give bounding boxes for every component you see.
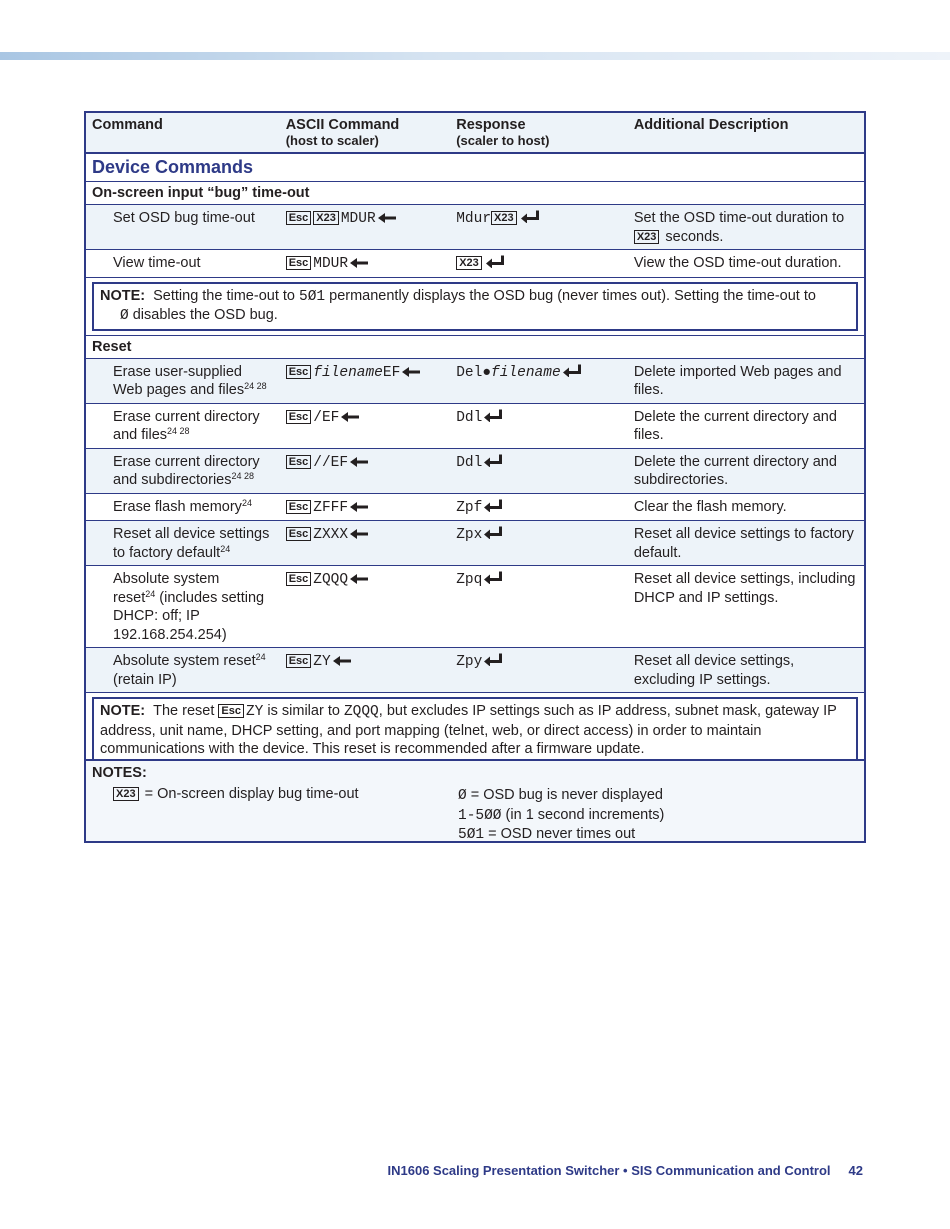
command-label: Absolute system reset$^{24}$ (retain IP): [85, 648, 280, 693]
table-row: [85, 358, 865, 403]
ascii-command: Esc /EF: [280, 403, 451, 448]
command-table: [84, 111, 866, 770]
notes-variable: X23 = On-screen display bug time-out: [113, 786, 359, 802]
description: Set the OSD time-out duration to X23 seconds.: [628, 205, 865, 250]
notes-box: [84, 759, 866, 843]
section-title: Device Commands: [85, 153, 865, 182]
ascii-command: Esc X23 MDUR: [280, 205, 451, 250]
esc-key: Esc: [286, 211, 312, 225]
command-label: Absolute system reset$^{24}$ (includes setting DHCP: off; IP 192.168.254.254): [85, 566, 280, 648]
command-label: View time-out: [85, 250, 280, 278]
table-row: [85, 566, 865, 648]
return-arrow-icon: [484, 499, 502, 512]
ascii-command: Esc ZFFF: [280, 493, 451, 521]
description: Delete the current directory and subdirectories.: [628, 448, 865, 493]
response: Del●filename: [450, 358, 628, 403]
reset-subsection-title: Reset: [85, 335, 865, 358]
left-arrow-icon: [378, 213, 396, 223]
table-row: [85, 205, 865, 250]
description: Delete imported Web pages and files.: [628, 358, 865, 403]
command-label: Erase flash memory$^{24}$: [85, 493, 280, 521]
header-response: Response (scaler to host): [450, 112, 628, 153]
table-header-row: [85, 112, 865, 153]
description: Reset all device settings, including DHCP and IP settings.: [628, 566, 865, 648]
command-label: Erase user-supplied Web pages and files$^{24 28}$: [85, 358, 280, 403]
command-label: Erase current directory and files$^{24 28}$: [85, 403, 280, 448]
return-arrow-icon: [521, 210, 539, 223]
table-row: [85, 403, 865, 448]
description: Reset all device settings, excluding IP settings.: [628, 648, 865, 693]
description: View the OSD time-out duration.: [628, 250, 865, 278]
header-ascii: ASCII Command (host to scaler): [280, 112, 451, 153]
ascii-command: Esc ZQQQ: [280, 566, 451, 648]
esc-key: Esc: [286, 256, 312, 270]
esc-key: Esc: [286, 455, 312, 469]
header-description: Additional Description: [628, 112, 865, 153]
response: [450, 250, 628, 278]
command-label: Erase current directory and subdirectories$^{24 28}$: [85, 448, 280, 493]
x23-key: X23: [491, 211, 517, 225]
description: Reset all device settings to factory default.: [628, 521, 865, 566]
return-arrow-icon: [484, 409, 502, 422]
description: Clear the flash memory.: [628, 493, 865, 521]
page-number: 42: [848, 1163, 863, 1178]
esc-key: Esc: [286, 410, 312, 424]
ascii-command: Esc ZY: [280, 648, 451, 693]
notes-title: NOTES:: [92, 765, 147, 781]
left-arrow-icon: [350, 502, 368, 512]
table-row: [85, 521, 865, 566]
left-arrow-icon: [341, 412, 359, 422]
command-label: Set OSD bug time-out: [85, 205, 280, 250]
left-arrow-icon: [402, 367, 420, 377]
esc-key: Esc: [286, 572, 312, 586]
left-arrow-icon: [350, 457, 368, 467]
osd-subsection-title: On-screen input “bug” time-out: [85, 182, 865, 205]
esc-key: Esc: [286, 365, 312, 379]
left-arrow-icon: [350, 574, 368, 584]
return-arrow-icon: [563, 364, 581, 377]
response: Ddl: [450, 403, 628, 448]
reset-note-box: NOTE: The reset Esc ZY is similar to ZQQQ, but excludes IP settings such as IP address, subnet mask, gateway IP address, unit name, DHCP setting, and port mapping (telnet, web, or direct access) in order to maintain communications with the device. This reset is recommended after a firmware update.: [92, 697, 858, 764]
x23-key: X23: [456, 256, 482, 270]
response: Zpq: [450, 566, 628, 648]
return-arrow-icon: [484, 454, 502, 467]
return-arrow-icon: [484, 653, 502, 666]
ascii-command: Esc //EF: [280, 448, 451, 493]
left-arrow-icon: [333, 656, 351, 666]
ascii-command: Esc filenameEF: [280, 358, 451, 403]
x23-key: X23: [634, 230, 660, 244]
esc-key: Esc: [286, 527, 312, 541]
table-row: [85, 648, 865, 693]
return-arrow-icon: [486, 255, 504, 268]
header-gradient-bar: [0, 52, 950, 60]
response: Mdur X23: [450, 205, 628, 250]
ascii-command: Esc MDUR: [280, 250, 451, 278]
x23-key: X23: [313, 211, 339, 225]
response: Zpx: [450, 521, 628, 566]
response: Zpy: [450, 648, 628, 693]
esc-key: Esc: [218, 704, 244, 718]
left-arrow-icon: [350, 258, 368, 268]
command-label: Reset all device settings to factory default$^{24}$: [85, 521, 280, 566]
description: Delete the current directory and files.: [628, 403, 865, 448]
esc-key: Esc: [286, 654, 312, 668]
header-command: Command: [85, 112, 280, 153]
return-arrow-icon: [484, 526, 502, 539]
return-arrow-icon: [484, 571, 502, 584]
table-row: [85, 493, 865, 521]
left-arrow-icon: [350, 529, 368, 539]
notes-values: Ø = OSD bug is never displayed 1-5ØØ (in 1 second increments) 5Ø1 = OSD never times out: [458, 787, 665, 844]
esc-key: Esc: [286, 500, 312, 514]
table-row: [85, 250, 865, 278]
response: Ddl: [450, 448, 628, 493]
ascii-command: Esc ZXXX: [280, 521, 451, 566]
table-row: [85, 448, 865, 493]
osd-note-box: NOTE: Setting the time-out to 5Ø1 permanently displays the OSD bug (never times out). Setting the time-out to Ø disables the OSD bug.: [92, 282, 858, 331]
response: Zpf: [450, 493, 628, 521]
page-footer: IN1606 Scaling Presentation Switcher • SIS Communication and Control 42: [387, 1163, 863, 1178]
x23-key: X23: [113, 787, 139, 801]
